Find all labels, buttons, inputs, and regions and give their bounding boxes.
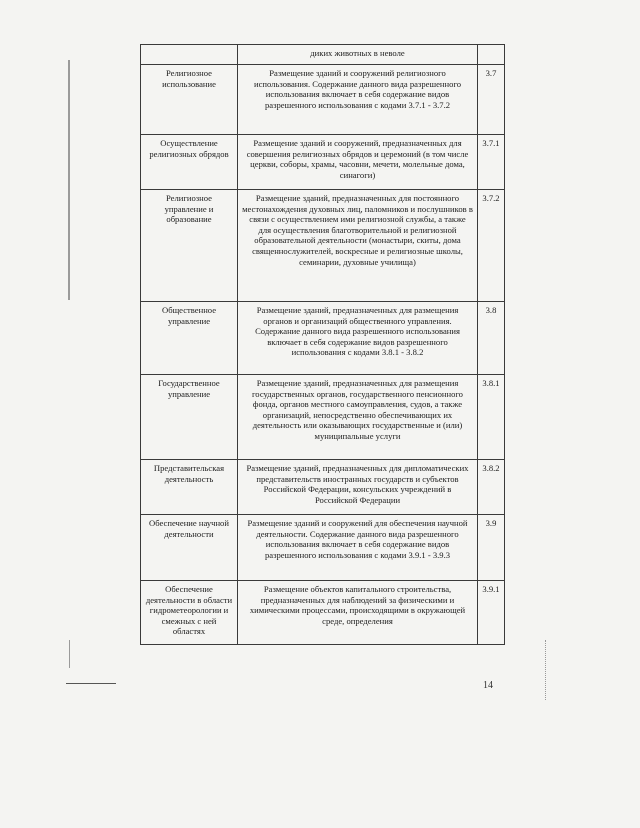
table-row <box>141 190 505 302</box>
table-row <box>141 45 505 65</box>
use-description-cell: Размещение зданий, предназначенных для дипломатических представительств иностранных государств и субъектов Российской Федерации, консульских учреждений в Российской Федерации <box>238 460 478 515</box>
use-code-cell: 3.8.2 <box>478 460 505 515</box>
use-description-cell: диких животных в неволе <box>238 45 478 65</box>
use-description-cell: Размещение зданий и сооружений, предназначенных для совершения религиозных обрядов и церемоний (в том числе церкви, соборы, храмы, часовни, мечети, молельные дома, синагоги) <box>238 135 478 190</box>
use-code-cell: 3.8 <box>478 302 505 375</box>
use-name-cell: Государственное управление <box>141 375 238 460</box>
table-row <box>141 515 505 581</box>
use-name-cell: Обеспечение научной деятельности <box>141 515 238 581</box>
table-row <box>141 65 505 135</box>
use-name-cell: Общественное управление <box>141 302 238 375</box>
use-code-cell: 3.7 <box>478 65 505 135</box>
use-name-cell: Обеспечение деятельности в области гидрометеорологии и смежных с ней областях <box>141 581 238 645</box>
footer-line <box>66 683 116 684</box>
scan-artifact <box>68 60 70 300</box>
permitted-use-table <box>140 44 505 645</box>
use-name-cell: Религиозное использование <box>141 65 238 135</box>
use-description-cell: Размещение зданий, предназначенных для размещения государственных органов, государственного пенсионного фонда, органов местного самоуправления, судов, а также организаций, непосредственно обеспечивающих их деятельность или оказывающих государственные и (или) муниципальные услуги <box>238 375 478 460</box>
scan-artifact <box>69 640 70 668</box>
use-description-cell: Размещение зданий, предназначенных для постоянного местонахождения духовных лиц, паломников и послушников в связи с осуществлением ими религиозной службы, а также для осуществления благотворительной и религиозной образовательной деятельности (монастыри, скиты, дома священнослужителей, воскресные и религиозные школы, семинарии, духовные училища) <box>238 190 478 302</box>
use-code-cell: 3.9 <box>478 515 505 581</box>
use-code-cell: 3.7.1 <box>478 135 505 190</box>
use-description-cell: Размещение зданий, предназначенных для размещения органов и организаций общественного управления. Содержание данного вида разрешенного использования включает в себя содержание видов разрешенного использования с кодами 3.8.1 - 3.8.2 <box>238 302 478 375</box>
table-row <box>141 581 505 645</box>
table-row <box>141 460 505 515</box>
use-name-cell: Представительская деятельность <box>141 460 238 515</box>
use-description-cell: Размещение зданий и сооружений религиозного использования. Содержание данного вида разрешенного использования включает в себя содержание видов разрешенного использования с кодами 3.7.1 - 3.7.2 <box>238 65 478 135</box>
table-row <box>141 302 505 375</box>
page-number: 14 <box>483 680 493 691</box>
table-row <box>141 375 505 460</box>
use-name-cell <box>141 45 238 65</box>
use-description-cell: Размещение зданий и сооружений для обеспечения научной деятельности. Содержание данного вида разрешенного использования включает в себя содержание видов разрешенного использования с кодами 3.9.1 - 3.9.3 <box>238 515 478 581</box>
use-name-cell: Осуществление религиозных обрядов <box>141 135 238 190</box>
use-code-cell: 3.8.1 <box>478 375 505 460</box>
table-row <box>141 135 505 190</box>
use-name-cell: Религиозное управление и образование <box>141 190 238 302</box>
use-code-cell <box>478 45 505 65</box>
use-code-cell: 3.9.1 <box>478 581 505 645</box>
use-description-cell: Размещение объектов капитального строительства, предназначенных для наблюдений за физическими и химическими процессами, происходящими в окружающей среде, определения <box>238 581 478 645</box>
use-code-cell: 3.7.2 <box>478 190 505 302</box>
scan-artifact <box>545 640 552 700</box>
